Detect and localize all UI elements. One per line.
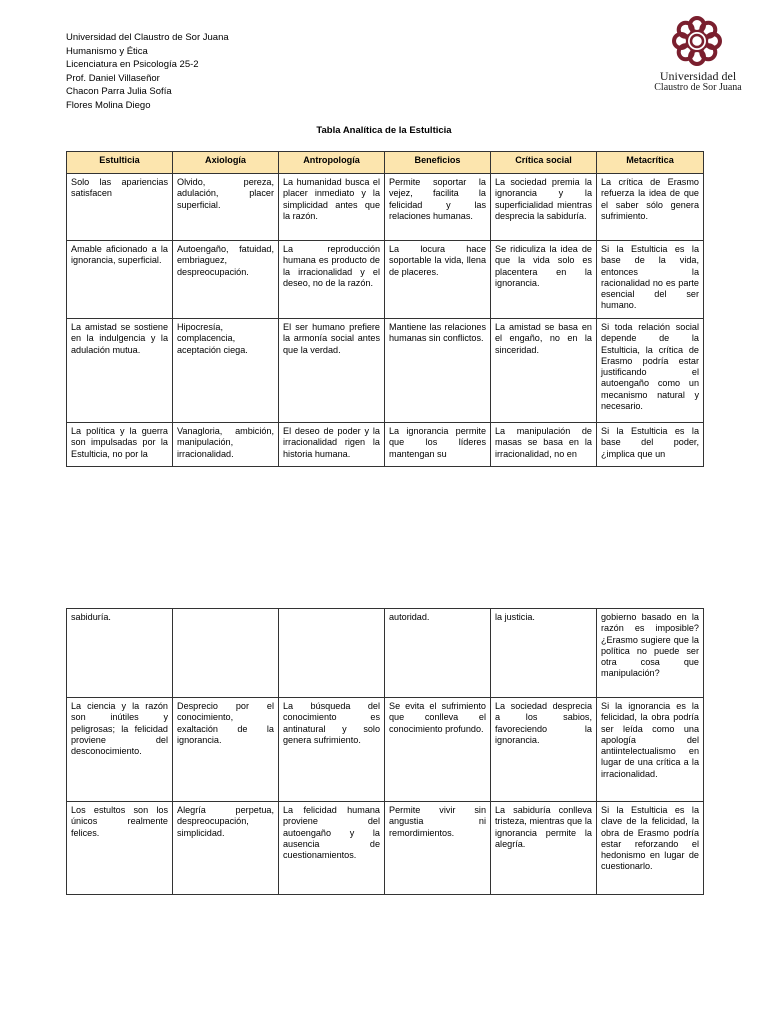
table-cell: La manipulación de masas se basa en la irracionalidad, no en	[491, 423, 597, 467]
column-header: Metacrítica	[597, 152, 704, 174]
column-header: Antropología	[279, 152, 385, 174]
table-cell: Los estultos son los únicos realmente felices.	[67, 802, 173, 895]
table-cell: Permite soportar la vejez, facilita la felicidad y las relaciones humanas.	[385, 174, 491, 241]
table-cell: El deseo de poder y la irracionalidad rigen la historia humana.	[279, 423, 385, 467]
table-cell: La sociedad premia la ignorancia y la superficialidad mientras desprecia la sabiduría.	[491, 174, 597, 241]
logo-line-1: Universidad del	[659, 69, 737, 83]
table-cell: La amistad se basa en el engaño, no en la sinceridad.	[491, 319, 597, 423]
column-header: Beneficios	[385, 152, 491, 174]
logo-wordmark	[652, 71, 744, 93]
analysis-table	[66, 151, 704, 467]
table-cell: Hipocresía, complacencia, aceptación ciega.	[173, 319, 279, 423]
header-line: Prof. Daniel Villaseñor	[66, 72, 160, 84]
document-header	[66, 31, 229, 113]
table-cell: autoridad.	[385, 609, 491, 698]
table-cell: La ignorancia permite que los líderes mantengan su	[385, 423, 491, 467]
page-title: Tabla Analítica de la Estulticia	[316, 125, 452, 136]
table-row	[67, 802, 704, 895]
table-cell: Se ridiculiza la idea de que la vida solo es placentera en la ignorancia.	[491, 241, 597, 319]
table-cell: La amistad se sostiene en la indulgencia y la adulación mutua.	[67, 319, 173, 423]
table-cell: Autoengaño, fatuidad, embriaguez, despreocupación.	[173, 241, 279, 319]
rosette-icon	[670, 14, 724, 68]
table-cell: Se evita el sufrimiento que conlleva el conocimiento profundo.	[385, 698, 491, 802]
table-cell: La ciencia y la razón son inútiles y peligrosas; la felicidad proviene del desconocimiento.	[67, 698, 173, 802]
table-cell: Si toda relación social depende de la Estulticia, la crítica de Erasmo podría estar justificando el autoengaño como un mecanismo natural y necesario.	[597, 319, 704, 423]
table-cell: Vanagloria, ambición, manipulación, irracionalidad.	[173, 423, 279, 467]
table-cell: La búsqueda del conocimiento es antinatural y solo genera sufrimiento.	[279, 698, 385, 802]
logo-line-2: Claustro de Sor Juana	[654, 82, 742, 93]
table-cell: Desprecio por el conocimiento, exaltación de la ignorancia.	[173, 698, 279, 802]
table-cell: La felicidad humana proviene del autoengaño y la ausencia de cuestionamientos.	[279, 802, 385, 895]
table-cell: Mantiene las relaciones humanas sin conflictos.	[385, 319, 491, 423]
table-cell: La sabiduría conlleva tristeza, mientras que la ignorancia permite la alegría.	[491, 802, 597, 895]
table-row	[67, 423, 704, 467]
table-row	[67, 609, 704, 698]
table-row	[67, 698, 704, 802]
table-cell: sabiduría.	[67, 609, 173, 698]
table-header-row	[67, 152, 704, 174]
table-cell: La política y la guerra son impulsadas por la Estulticia, no por la	[67, 423, 173, 467]
column-header: Axiología	[173, 152, 279, 174]
table-cell: Alegría perpetua, despreocupación, simplicidad.	[173, 802, 279, 895]
university-logo	[652, 14, 744, 100]
table-cell: El ser humano prefiere la armonía social antes que la verdad.	[279, 319, 385, 423]
table-cell: Amable aficionado a la ignorancia, superficial.	[67, 241, 173, 319]
table-cell: gobierno basado en la razón es imposible? ¿Erasmo sugiere que la política no puede ser otra cosa que manipulación?	[597, 609, 704, 698]
header-line: Universidad del Claustro de Sor Juana	[66, 32, 229, 43]
table-row	[67, 319, 704, 423]
table-cell	[173, 609, 279, 698]
column-header: Estulticia	[67, 152, 173, 174]
table-cell: La humanidad busca el placer inmediato y la simplicidad antes que la razón.	[279, 174, 385, 241]
table-cell: Solo las apariencias satisfacen	[67, 174, 173, 241]
table-cell: Si la Estulticia es la clave de la felicidad, la obra de Erasmo podría estar reforzando el hedonismo en lugar de cuestionarlo.	[597, 802, 704, 895]
table-cell: Olvido, pereza, adulación, placer superficial.	[173, 174, 279, 241]
table-cell: Si la ignorancia es la felicidad, la obra podría ser leída como una apología del antiintelectualismo en lugar de una crítica a la irracionalidad.	[597, 698, 704, 802]
table-row	[67, 241, 704, 319]
table-cell: la justicia.	[491, 609, 597, 698]
header-line: Humanismo y Ética	[66, 45, 148, 57]
header-line: Chacon Parra Julia Sofía	[66, 86, 172, 98]
analysis-table-continued	[66, 608, 704, 895]
table-row	[67, 174, 704, 241]
header-line: Flores Molina Diego	[66, 99, 151, 111]
table-cell: La crítica de Erasmo refuerza la idea de que el saber sólo genera sufrimiento.	[597, 174, 704, 241]
table-cell: La reproducción humana es producto de la irracionalidad y el deseo, no de la razón.	[279, 241, 385, 319]
table-cell: La locura hace soportable la vida, llena de placeres.	[385, 241, 491, 319]
header-line: Licenciatura en Psicología 25-2	[66, 59, 199, 71]
table-cell: Si la Estulticia es la base de la vida, entonces la racionalidad no es parte esencial del ser humano.	[597, 241, 704, 319]
table-cell: Permite vivir sin angustia ni remordimientos.	[385, 802, 491, 895]
column-header: Crítica social	[491, 152, 597, 174]
table-cell: La sociedad desprecia a los sabios, favoreciendo la ignorancia.	[491, 698, 597, 802]
table-cell	[279, 609, 385, 698]
table-cell: Si la Estulticia es la base del poder, ¿implica que un	[597, 423, 704, 467]
